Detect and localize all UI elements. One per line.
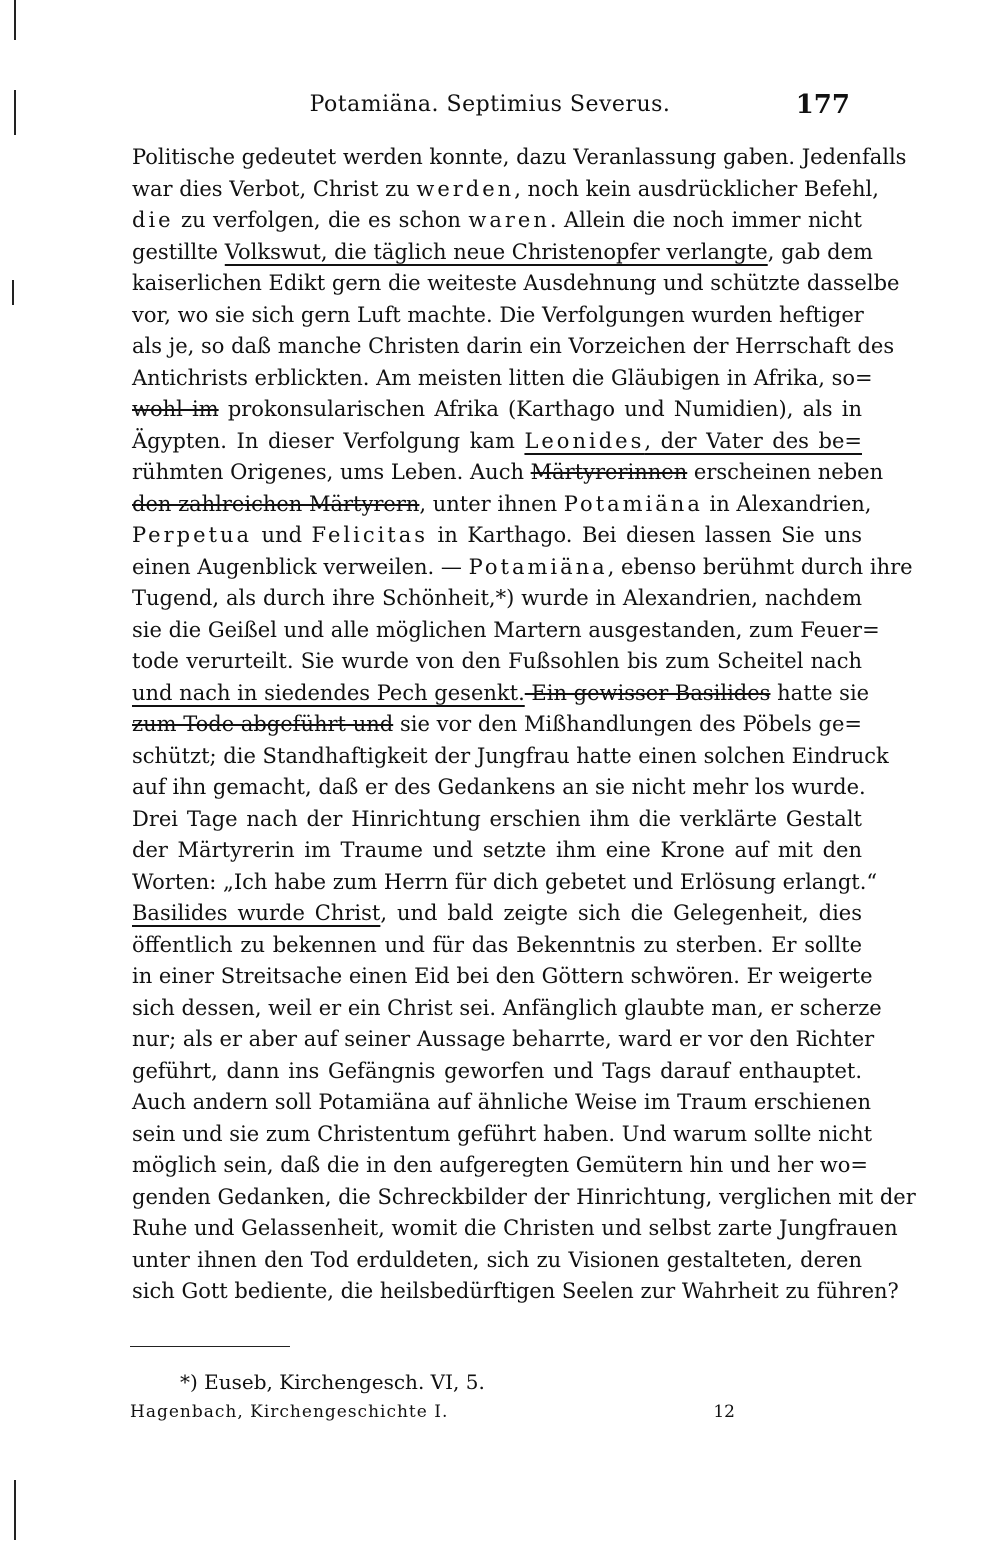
- text-span: Ägypten. In dieser Verfolgung kam: [132, 428, 525, 453]
- text-span: sich dessen, weil er ein Christ sei. Anfänglich glaubte man, er scherze: [132, 995, 882, 1020]
- text-line: [132, 174, 879, 206]
- spaced-name: Potamiäna: [468, 554, 608, 579]
- running-title: Potamiäna. Septimius Severus.: [309, 92, 671, 117]
- text-line: [132, 457, 884, 489]
- spaced-name: Potamiäna: [563, 491, 703, 516]
- page-header: [130, 92, 850, 126]
- marked-passage: Ein gewisser Basilides: [524, 680, 771, 705]
- text-span: zu verfolgen, die es schon: [173, 208, 469, 232]
- text-line: [132, 237, 873, 269]
- text-span: in Karthago. Bei diesen lassen Sie uns: [428, 523, 863, 547]
- text-line: [132, 1213, 898, 1245]
- text-line: [132, 615, 880, 647]
- text-span: . Allein die noch immer nicht: [549, 208, 862, 232]
- text-line: [132, 741, 889, 773]
- text-span: rühmten Origenes, ums Leben. Auch: [132, 460, 531, 484]
- text-span: und: [252, 523, 312, 547]
- text-line: [132, 804, 862, 836]
- underlined-passage: , der Vater des be=: [644, 428, 862, 453]
- text-span: öffentlich zu bekennen und für das Bekenntnis zu sterben. Er sollte: [132, 932, 862, 957]
- text-line: [132, 426, 862, 458]
- text-span: kaiserlichen Edikt gern die weiteste Ausdehnung und schützte dasselbe: [132, 271, 900, 295]
- left-margin-mark: [12, 280, 14, 305]
- text-line: [132, 1024, 875, 1056]
- text-span: Politische gedeutet werden konnte, dazu Veranlassung gaben. Jedenfalls: [132, 145, 907, 169]
- text-span: , und bald zeigte sich die Gelegenheit, dies: [380, 901, 862, 925]
- page-number: 177: [795, 90, 850, 120]
- spaced-name: Felicitas: [311, 523, 429, 547]
- text-line: [132, 552, 913, 584]
- text-line: [132, 205, 862, 237]
- text-span: sein und sie zum Christentum geführt haben. Und warum sollte nicht: [132, 1121, 873, 1146]
- text-line: [132, 394, 862, 426]
- text-span: , gab dem: [767, 239, 873, 264]
- text-span: Drei Tage nach der Hinrichtung erschien ihm die verklärte Gestalt: [132, 806, 862, 831]
- text-line: [132, 300, 862, 332]
- text-span: schützt; die Standhaftigkeit der Jungfrau hatte einen solchen Eindruck: [132, 743, 889, 768]
- text-span: sie die Geißel und alle möglichen Martern ausgestanden, zum Feuer=: [132, 617, 880, 642]
- underlined-passage: Volkswut, die täglich neue Christenopfer verlangte: [224, 239, 768, 264]
- underlined-passage: Basilides wurde Christ: [132, 901, 381, 925]
- text-line: [132, 142, 907, 174]
- text-span: in einer Streitsache einen Eid bei den Göttern schwören. Er weigerte: [132, 964, 873, 988]
- text-line: [132, 772, 866, 804]
- text-span: vor, wo sie sich gern Luft machte. Die Verfolgungen wurden heftiger: [132, 302, 864, 327]
- marked-passage: wohl im: [132, 397, 219, 421]
- text-line: [132, 1087, 871, 1119]
- text-line: [132, 268, 900, 300]
- left-margin-mark: [14, 0, 16, 40]
- text-line: [132, 835, 862, 867]
- text-span: unter ihnen den Tod erduldeten, sich zu Visionen gestalteten, deren: [132, 1247, 862, 1272]
- signature-text: Hagenbach, Kirchengeschichte I.: [130, 1402, 449, 1422]
- text-span: der Märtyrerin im Traume und setzte ihm eine Krone auf mit den: [132, 838, 862, 862]
- text-line: [132, 930, 862, 962]
- text-line: [132, 678, 870, 710]
- text-span: Worten: „Ich habe zum Herrn für dich gebetet und Erlösung erlangt.“: [132, 869, 878, 894]
- spaced-word: werden: [416, 176, 515, 201]
- text-line: [132, 1119, 873, 1151]
- left-margin-mark: [14, 90, 16, 135]
- spaced-name: Perpetua: [132, 523, 253, 547]
- text-line: [132, 583, 862, 615]
- text-span: geführt, dann ins Gefängnis geworfen und Tags darauf enthauptet.: [132, 1058, 862, 1083]
- text-span: tode verurteilt. Sie wurde von den Fußsohlen bis zum Scheitel nach: [132, 649, 862, 673]
- text-line: [132, 1245, 862, 1277]
- text-line: [132, 1056, 862, 1088]
- text-line: [132, 1182, 916, 1214]
- text-line: [132, 709, 862, 741]
- sheet-number: 12: [713, 1402, 735, 1422]
- text-line: [132, 1276, 899, 1308]
- text-span: , ebenso berühmt durch ihre: [607, 554, 913, 579]
- marked-passage: zum Tode abgeführt und: [132, 712, 394, 736]
- text-span: in Alexandrien,: [702, 491, 872, 516]
- text-line: [132, 898, 862, 930]
- text-span: Antichrists erblickten. Am meisten litten die Gläubigen in Afrika, so=: [132, 365, 873, 390]
- text-line: [132, 520, 862, 552]
- text-span: sie vor den Mißhandlungen des Pöbels ge=: [393, 712, 862, 736]
- text-span: gestillte: [132, 239, 225, 264]
- text-line: [132, 993, 882, 1025]
- text-span: Ruhe und Gelassenheit, womit die Christen und selbst zarte Jungfrauen: [132, 1216, 898, 1240]
- text-span: auf ihn gemacht, daß er des Gedankens an sie nicht mehr los wurde.: [132, 775, 866, 799]
- text-span: einen Augenblick verweilen. —: [132, 554, 469, 579]
- text-span: sich Gott bediente, die heilsbedürftigen Seelen zur Wahrheit zu führen?: [132, 1279, 899, 1303]
- text-span: nur; als er aber auf seiner Aussage beharrte, ward er vor den Richter: [132, 1027, 875, 1051]
- text-span: , noch kein ausdrücklicher Befehl,: [514, 176, 879, 201]
- footnote-rule: [130, 1346, 290, 1347]
- text-span: hatte sie: [770, 680, 870, 705]
- text-line: [132, 363, 873, 395]
- text-line: [132, 867, 878, 899]
- text-line: [132, 489, 872, 521]
- text-span: als je, so daß manche Christen darin ein Vorzeichen der Herrschaft des: [132, 334, 895, 358]
- underlined-passage: und nach in siedendes Pech gesenkt.: [132, 680, 525, 705]
- text-span: war dies Verbot, Christ zu: [132, 176, 417, 201]
- spaced-word: die: [132, 208, 174, 232]
- text-line: [132, 961, 873, 993]
- text-span: möglich sein, daß die in den aufgeregten Gemütern hin und her wo=: [132, 1153, 869, 1177]
- text-line: [132, 646, 862, 678]
- text-span: Auch andern soll Potamiäna auf ähnliche Weise im Traum erschienen: [132, 1090, 871, 1114]
- spaced-word: waren: [468, 208, 550, 232]
- text-line: [132, 1150, 869, 1182]
- text-span: Tugend, als durch ihre Schönheit,*) wurde in Alexandrien, nachdem: [132, 586, 862, 610]
- text-span: , unter ihnen: [419, 491, 564, 516]
- text-line: [132, 331, 895, 363]
- marked-passage: Märtyrerinnen: [530, 460, 688, 484]
- footnote: *) Euseb, Kirchengesch. VI, 5.: [180, 1370, 485, 1394]
- text-span: prokonsularischen Afrika (Karthago und Numidien), als in: [218, 397, 862, 421]
- body-text: [132, 142, 916, 1308]
- left-margin-mark: [14, 1480, 16, 1540]
- text-span: genden Gedanken, die Schreckbilder der Hinrichtung, verglichen mit der: [132, 1184, 916, 1209]
- underlined-name: Leonides: [524, 428, 645, 453]
- marked-passage: den zahlreichen Märtyrern: [132, 491, 420, 516]
- text-span: erscheinen neben: [687, 460, 884, 484]
